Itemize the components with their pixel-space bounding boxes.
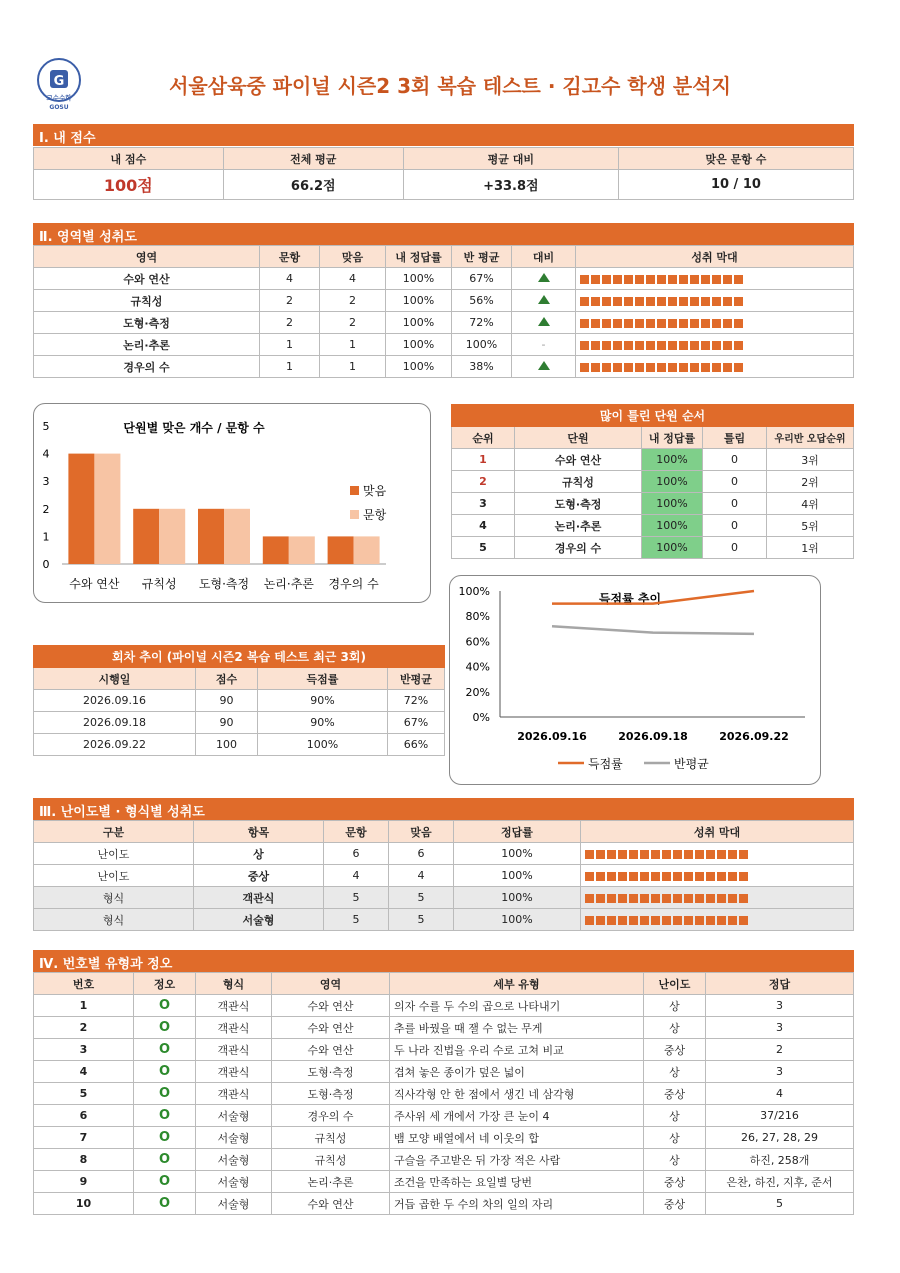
bar-correct xyxy=(198,509,224,564)
x-tick-label: 수와 연산 xyxy=(69,577,120,591)
score-rate: 90% xyxy=(258,690,388,712)
question-number: 1 xyxy=(34,995,134,1017)
answer: 하진, 258개 xyxy=(706,1149,854,1171)
header-correct: 맞음 xyxy=(320,246,386,268)
wrong-unit-table xyxy=(451,404,854,559)
rank: 2 xyxy=(452,471,515,493)
header-class-avg: 반평균 xyxy=(388,668,445,690)
question-count: 4 xyxy=(260,268,320,290)
overall-avg-value: 66.2점 xyxy=(223,170,403,200)
answer: 3 xyxy=(706,1017,854,1039)
correct-count: 2 xyxy=(320,290,386,312)
y-tick-label: 100% xyxy=(458,585,490,598)
y-tick-label: 80% xyxy=(465,610,490,624)
item: 상 xyxy=(194,843,324,865)
round-row xyxy=(34,690,445,712)
y-tick-label: 40% xyxy=(465,660,490,674)
class-wrong-rank: 2위 xyxy=(767,471,854,493)
header-correct: 맞음 xyxy=(389,821,454,843)
right-wrong-mark: O xyxy=(134,1171,196,1193)
difficulty-row xyxy=(34,865,854,887)
wrong-count: 0 xyxy=(703,471,767,493)
header-score-rate: 득점률 xyxy=(258,668,388,690)
round-row xyxy=(34,734,445,756)
correct-count: 1 xyxy=(320,356,386,378)
x-tick-label: 2026.09.18 xyxy=(618,730,688,743)
achievement-bar xyxy=(576,312,854,334)
y-tick-label: 2 xyxy=(42,502,50,516)
question-row xyxy=(34,1171,854,1193)
my-rate: 100% xyxy=(642,493,703,515)
area-table xyxy=(33,245,854,378)
header-questions: 문항 xyxy=(260,246,320,268)
compare-value: - xyxy=(512,334,576,356)
my-rate: 100% xyxy=(642,537,703,559)
score-rate: 100% xyxy=(258,734,388,756)
question-count: 5 xyxy=(324,887,389,909)
correct-count: 6 xyxy=(389,843,454,865)
format: 서술형 xyxy=(196,1127,272,1149)
area-row xyxy=(34,334,854,356)
my-rate: 100% xyxy=(386,312,452,334)
rate: 100% xyxy=(454,909,581,931)
section-area-heading: Ⅱ. 영역별 성취도 xyxy=(33,223,854,245)
rank: 5 xyxy=(452,537,515,559)
x-tick-label: 2026.09.16 xyxy=(517,730,587,743)
right-wrong-mark: O xyxy=(134,1017,196,1039)
header-wrong: 틀림 xyxy=(703,427,767,449)
format: 객관식 xyxy=(196,1039,272,1061)
header-class-avg: 반 평균 xyxy=(452,246,512,268)
rate: 100% xyxy=(454,865,581,887)
score-trend-chart-svg xyxy=(450,576,822,786)
question-number: 4 xyxy=(34,1061,134,1083)
rank: 1 xyxy=(452,449,515,471)
my-score-value: 100점 xyxy=(34,170,224,200)
unit-name: 경우의 수 xyxy=(515,537,642,559)
category: 형식 xyxy=(34,909,194,931)
difficulty: 중상 xyxy=(644,1083,706,1105)
unit-name: 수와 연산 xyxy=(515,449,642,471)
detail-type: 뱀 모양 배열에서 네 이웃의 합 xyxy=(390,1127,644,1149)
area-row xyxy=(34,356,854,378)
date: 2026.09.18 xyxy=(34,712,196,734)
achievement-bar xyxy=(576,334,854,356)
category: 난이도 xyxy=(34,843,194,865)
question-row xyxy=(34,1061,854,1083)
legend-swatch xyxy=(350,486,359,495)
y-tick-label: 4 xyxy=(42,447,50,461)
detail-type: 직사각형 안 한 점에서 생긴 네 삼각형 xyxy=(390,1083,644,1105)
class-wrong-rank: 5위 xyxy=(767,515,854,537)
my-rate: 100% xyxy=(386,356,452,378)
achievement-bar xyxy=(581,865,854,887)
wrong-unit-heading: 많이 틀린 단원 순서 xyxy=(452,405,854,427)
question-number: 10 xyxy=(34,1193,134,1215)
detail-type: 의자 수를 두 수의 곱으로 나타내기 xyxy=(390,995,644,1017)
right-wrong-mark: O xyxy=(134,1193,196,1215)
wrong-unit-row xyxy=(452,537,854,559)
difficulty: 상 xyxy=(644,1105,706,1127)
header-compare: 대비 xyxy=(512,246,576,268)
header-rank: 순위 xyxy=(452,427,515,449)
date: 2026.09.22 xyxy=(34,734,196,756)
question-count: 4 xyxy=(324,865,389,887)
round-trend-table xyxy=(33,645,445,756)
bar-questions xyxy=(159,509,185,564)
detail-type: 거듭 곱한 두 수의 차의 일의 자리 xyxy=(390,1193,644,1215)
bar-correct xyxy=(133,509,159,564)
class-avg: 67% xyxy=(452,268,512,290)
class-avg: 38% xyxy=(452,356,512,378)
score-trend-chart xyxy=(449,575,821,785)
header-rate: 정답률 xyxy=(454,821,581,843)
area-row xyxy=(34,312,854,334)
vs-avg-value: +33.8점 xyxy=(403,170,618,200)
x-tick-label: 규칙성 xyxy=(141,577,177,591)
correct-count: 5 xyxy=(389,887,454,909)
achievement-bar xyxy=(581,887,854,909)
class-wrong-rank: 4위 xyxy=(767,493,854,515)
my-rate: 100% xyxy=(386,334,452,356)
area-name: 수와 연산 xyxy=(34,268,260,290)
correct-count: 4 xyxy=(320,268,386,290)
header-format: 형식 xyxy=(196,973,272,995)
section-difficulty-heading: Ⅲ. 난이도별 · 형식별 성취도 xyxy=(33,798,854,820)
up-triangle-icon xyxy=(512,312,576,334)
right-wrong-mark: O xyxy=(134,1039,196,1061)
format: 객관식 xyxy=(196,1061,272,1083)
question-table xyxy=(33,972,854,1215)
question-number: 2 xyxy=(34,1017,134,1039)
difficulty: 상 xyxy=(644,995,706,1017)
header-detail-type: 세부 유형 xyxy=(390,973,644,995)
answer: 2 xyxy=(706,1039,854,1061)
legend-label: 맞음 xyxy=(363,484,387,498)
format: 서술형 xyxy=(196,1193,272,1215)
detail-type: 조건을 만족하는 요일별 당번 xyxy=(390,1171,644,1193)
class-wrong-rank: 3위 xyxy=(767,449,854,471)
category: 형식 xyxy=(34,887,194,909)
area: 도형·측정 xyxy=(272,1083,390,1105)
score: 90 xyxy=(196,712,258,734)
header-answer: 정답 xyxy=(706,973,854,995)
difficulty: 중상 xyxy=(644,1171,706,1193)
header-difficulty: 난이도 xyxy=(644,973,706,995)
header-my-rate: 내 정답률 xyxy=(642,427,703,449)
achievement-bar xyxy=(581,843,854,865)
question-row xyxy=(34,1039,854,1061)
header-score: 점수 xyxy=(196,668,258,690)
area: 수와 연산 xyxy=(272,995,390,1017)
x-tick-label: 경우의 수 xyxy=(328,577,379,591)
area: 수와 연산 xyxy=(272,1193,390,1215)
detail-type: 주사위 세 개에서 가장 큰 눈이 4 xyxy=(390,1105,644,1127)
class-avg-line xyxy=(552,626,754,634)
class-avg: 56% xyxy=(452,290,512,312)
section-question-heading: Ⅳ. 번호별 유형과 정오 xyxy=(33,950,854,972)
legend-label: 문항 xyxy=(363,508,387,522)
difficulty-row xyxy=(34,843,854,865)
question-row xyxy=(34,1127,854,1149)
section-my-score-heading: Ⅰ. 내 점수 xyxy=(33,124,854,146)
right-wrong-mark: O xyxy=(134,1149,196,1171)
difficulty-row xyxy=(34,909,854,931)
rate: 100% xyxy=(454,843,581,865)
achievement-bar xyxy=(581,909,854,931)
question-row xyxy=(34,1105,854,1127)
x-tick-label: 도형·측정 xyxy=(198,577,250,591)
header-date: 시행일 xyxy=(34,668,196,690)
header-area: 영역 xyxy=(272,973,390,995)
bar-questions xyxy=(224,509,250,564)
header-questions: 문항 xyxy=(324,821,389,843)
right-wrong-mark: O xyxy=(134,1127,196,1149)
class-avg: 66% xyxy=(388,734,445,756)
area-row xyxy=(34,290,854,312)
area-name: 경우의 수 xyxy=(34,356,260,378)
up-triangle-icon xyxy=(512,268,576,290)
correct-count: 1 xyxy=(320,334,386,356)
class-wrong-rank: 1위 xyxy=(767,537,854,559)
wrong-unit-row xyxy=(452,471,854,493)
difficulty-row xyxy=(34,887,854,909)
format: 객관식 xyxy=(196,995,272,1017)
x-tick-label: 논리·추론 xyxy=(263,577,314,591)
header-category: 구분 xyxy=(34,821,194,843)
area: 경우의 수 xyxy=(272,1105,390,1127)
detail-type: 두 나라 진법을 우리 수로 고쳐 비교 xyxy=(390,1039,644,1061)
category: 난이도 xyxy=(34,865,194,887)
wrong-unit-row xyxy=(452,515,854,537)
right-wrong-mark: O xyxy=(134,995,196,1017)
y-tick-label: 0 xyxy=(42,558,50,571)
area-row xyxy=(34,268,854,290)
unit-name: 논리·추론 xyxy=(515,515,642,537)
question-count: 1 xyxy=(260,334,320,356)
my-rate: 100% xyxy=(386,268,452,290)
question-number: 8 xyxy=(34,1149,134,1171)
answer: 26, 27, 28, 29 xyxy=(706,1127,854,1149)
format: 서술형 xyxy=(196,1105,272,1127)
y-tick-label: 1 xyxy=(42,530,50,544)
header-unit: 단원 xyxy=(515,427,642,449)
question-number: 5 xyxy=(34,1083,134,1105)
achievement-bar xyxy=(576,290,854,312)
right-wrong-mark: O xyxy=(134,1083,196,1105)
wrong-unit-row xyxy=(452,493,854,515)
area: 논리·추론 xyxy=(272,1171,390,1193)
header-achievement-bar: 성취 막대 xyxy=(576,246,854,268)
difficulty: 상 xyxy=(644,1061,706,1083)
svg-text:GOSU: GOSU xyxy=(49,104,69,111)
unit-bar-chart-svg xyxy=(34,404,432,604)
y-tick-label: 60% xyxy=(465,635,490,649)
rate: 100% xyxy=(454,887,581,909)
y-tick-label: 0% xyxy=(472,711,490,724)
question-row xyxy=(34,1017,854,1039)
class-avg: 72% xyxy=(452,312,512,334)
class-avg: 67% xyxy=(388,712,445,734)
area-name: 논리·추론 xyxy=(34,334,260,356)
difficulty-table xyxy=(33,820,854,931)
answer: 37/216 xyxy=(706,1105,854,1127)
my-rate: 100% xyxy=(642,515,703,537)
question-count: 5 xyxy=(324,909,389,931)
header-area: 영역 xyxy=(34,246,260,268)
header-number: 번호 xyxy=(34,973,134,995)
format: 객관식 xyxy=(196,1017,272,1039)
correct-count: 4 xyxy=(389,865,454,887)
item: 객관식 xyxy=(194,887,324,909)
y-tick-label: 5 xyxy=(42,420,50,433)
score: 100 xyxy=(196,734,258,756)
question-count: 1 xyxy=(260,356,320,378)
question-count: 2 xyxy=(260,290,320,312)
chart-title: 득점률 추이 xyxy=(598,592,662,606)
area: 규칙성 xyxy=(272,1127,390,1149)
svg-text:G: G xyxy=(53,74,65,89)
bar-correct xyxy=(68,454,94,564)
svg-text:고수수학: 고수수학 xyxy=(46,94,72,102)
unit-name: 규칙성 xyxy=(515,471,642,493)
legend-swatch xyxy=(350,510,359,519)
unit-name: 도형·측정 xyxy=(515,493,642,515)
wrong-count: 0 xyxy=(703,493,767,515)
chart-title: 단원별 맞은 개수 / 문항 수 xyxy=(123,421,265,435)
header-item: 항목 xyxy=(194,821,324,843)
wrong-count: 0 xyxy=(703,537,767,559)
legend-label: 반평균 xyxy=(674,757,709,771)
difficulty: 상 xyxy=(644,1127,706,1149)
question-row xyxy=(34,995,854,1017)
legend-label: 득점률 xyxy=(588,757,623,771)
header-correct-count: 맞은 문항 수 xyxy=(618,148,853,170)
area-name: 도형·측정 xyxy=(34,312,260,334)
my-rate: 100% xyxy=(642,449,703,471)
round-trend-heading: 회차 추이 (파이널 시즌2 복습 테스트 최근 3회) xyxy=(34,646,445,668)
right-wrong-mark: O xyxy=(134,1061,196,1083)
y-tick-label: 20% xyxy=(465,685,490,699)
answer: 4 xyxy=(706,1083,854,1105)
my-rate: 100% xyxy=(386,290,452,312)
answer: 3 xyxy=(706,995,854,1017)
item: 중상 xyxy=(194,865,324,887)
right-wrong-mark: O xyxy=(134,1105,196,1127)
header-my-rate: 내 정답률 xyxy=(386,246,452,268)
area: 도형·측정 xyxy=(272,1061,390,1083)
difficulty: 중상 xyxy=(644,1039,706,1061)
page-title: 서울삼육중 파이널 시즌2 3회 복습 테스트 · 김고수 학생 분석지 xyxy=(169,74,731,98)
my-score-table xyxy=(33,147,854,200)
format: 서술형 xyxy=(196,1171,272,1193)
class-avg: 100% xyxy=(452,334,512,356)
difficulty: 중상 xyxy=(644,1193,706,1215)
question-number: 9 xyxy=(34,1171,134,1193)
header-achievement-bar: 성취 막대 xyxy=(581,821,854,843)
header-class-wrong-rank: 우리반 오답순위 xyxy=(767,427,854,449)
achievement-bar xyxy=(576,356,854,378)
rank: 4 xyxy=(452,515,515,537)
difficulty: 상 xyxy=(644,1149,706,1171)
detail-type: 구슬을 주고받은 뒤 가장 적은 사람 xyxy=(390,1149,644,1171)
difficulty: 상 xyxy=(644,1017,706,1039)
answer: 3 xyxy=(706,1061,854,1083)
y-tick-label: 3 xyxy=(42,475,50,489)
header-vs-avg: 평균 대비 xyxy=(403,148,618,170)
achievement-bar xyxy=(576,268,854,290)
question-count: 6 xyxy=(324,843,389,865)
header-overall-avg: 전체 평균 xyxy=(223,148,403,170)
score-rate: 90% xyxy=(258,712,388,734)
up-triangle-icon xyxy=(512,290,576,312)
header-right-wrong: 정오 xyxy=(134,973,196,995)
x-tick-label: 2026.09.22 xyxy=(719,730,789,743)
correct-count: 2 xyxy=(320,312,386,334)
round-row xyxy=(34,712,445,734)
area: 규칙성 xyxy=(272,1149,390,1171)
up-triangle-icon xyxy=(512,356,576,378)
bar-questions xyxy=(289,536,315,564)
area: 수와 연산 xyxy=(272,1039,390,1061)
my-rate: 100% xyxy=(642,471,703,493)
question-row xyxy=(34,1083,854,1105)
detail-type: 겹쳐 놓은 종이가 덮은 넓이 xyxy=(390,1061,644,1083)
bar-correct xyxy=(328,536,354,564)
question-number: 7 xyxy=(34,1127,134,1149)
area: 수와 연산 xyxy=(272,1017,390,1039)
correct-count: 5 xyxy=(389,909,454,931)
header-my-score: 내 점수 xyxy=(34,148,224,170)
question-number: 3 xyxy=(34,1039,134,1061)
score: 90 xyxy=(196,690,258,712)
question-row xyxy=(34,1149,854,1171)
rank: 3 xyxy=(452,493,515,515)
bar-questions xyxy=(94,454,120,564)
answer: 5 xyxy=(706,1193,854,1215)
area-name: 규칙성 xyxy=(34,290,260,312)
answer: 은찬, 하진, 지후, 준서 xyxy=(706,1171,854,1193)
wrong-count: 0 xyxy=(703,449,767,471)
bar-questions xyxy=(354,536,380,564)
detail-type: 추를 바꿨을 때 잴 수 없는 무게 xyxy=(390,1017,644,1039)
format: 객관식 xyxy=(196,1083,272,1105)
item: 서술형 xyxy=(194,909,324,931)
wrong-count: 0 xyxy=(703,515,767,537)
class-avg: 72% xyxy=(388,690,445,712)
bar-correct xyxy=(263,536,289,564)
correct-count-value: 10 / 10 xyxy=(618,170,853,200)
question-row xyxy=(34,1193,854,1215)
format: 서술형 xyxy=(196,1149,272,1171)
question-number: 6 xyxy=(34,1105,134,1127)
question-count: 2 xyxy=(260,312,320,334)
wrong-unit-row xyxy=(452,449,854,471)
date: 2026.09.16 xyxy=(34,690,196,712)
unit-bar-chart xyxy=(33,403,431,603)
